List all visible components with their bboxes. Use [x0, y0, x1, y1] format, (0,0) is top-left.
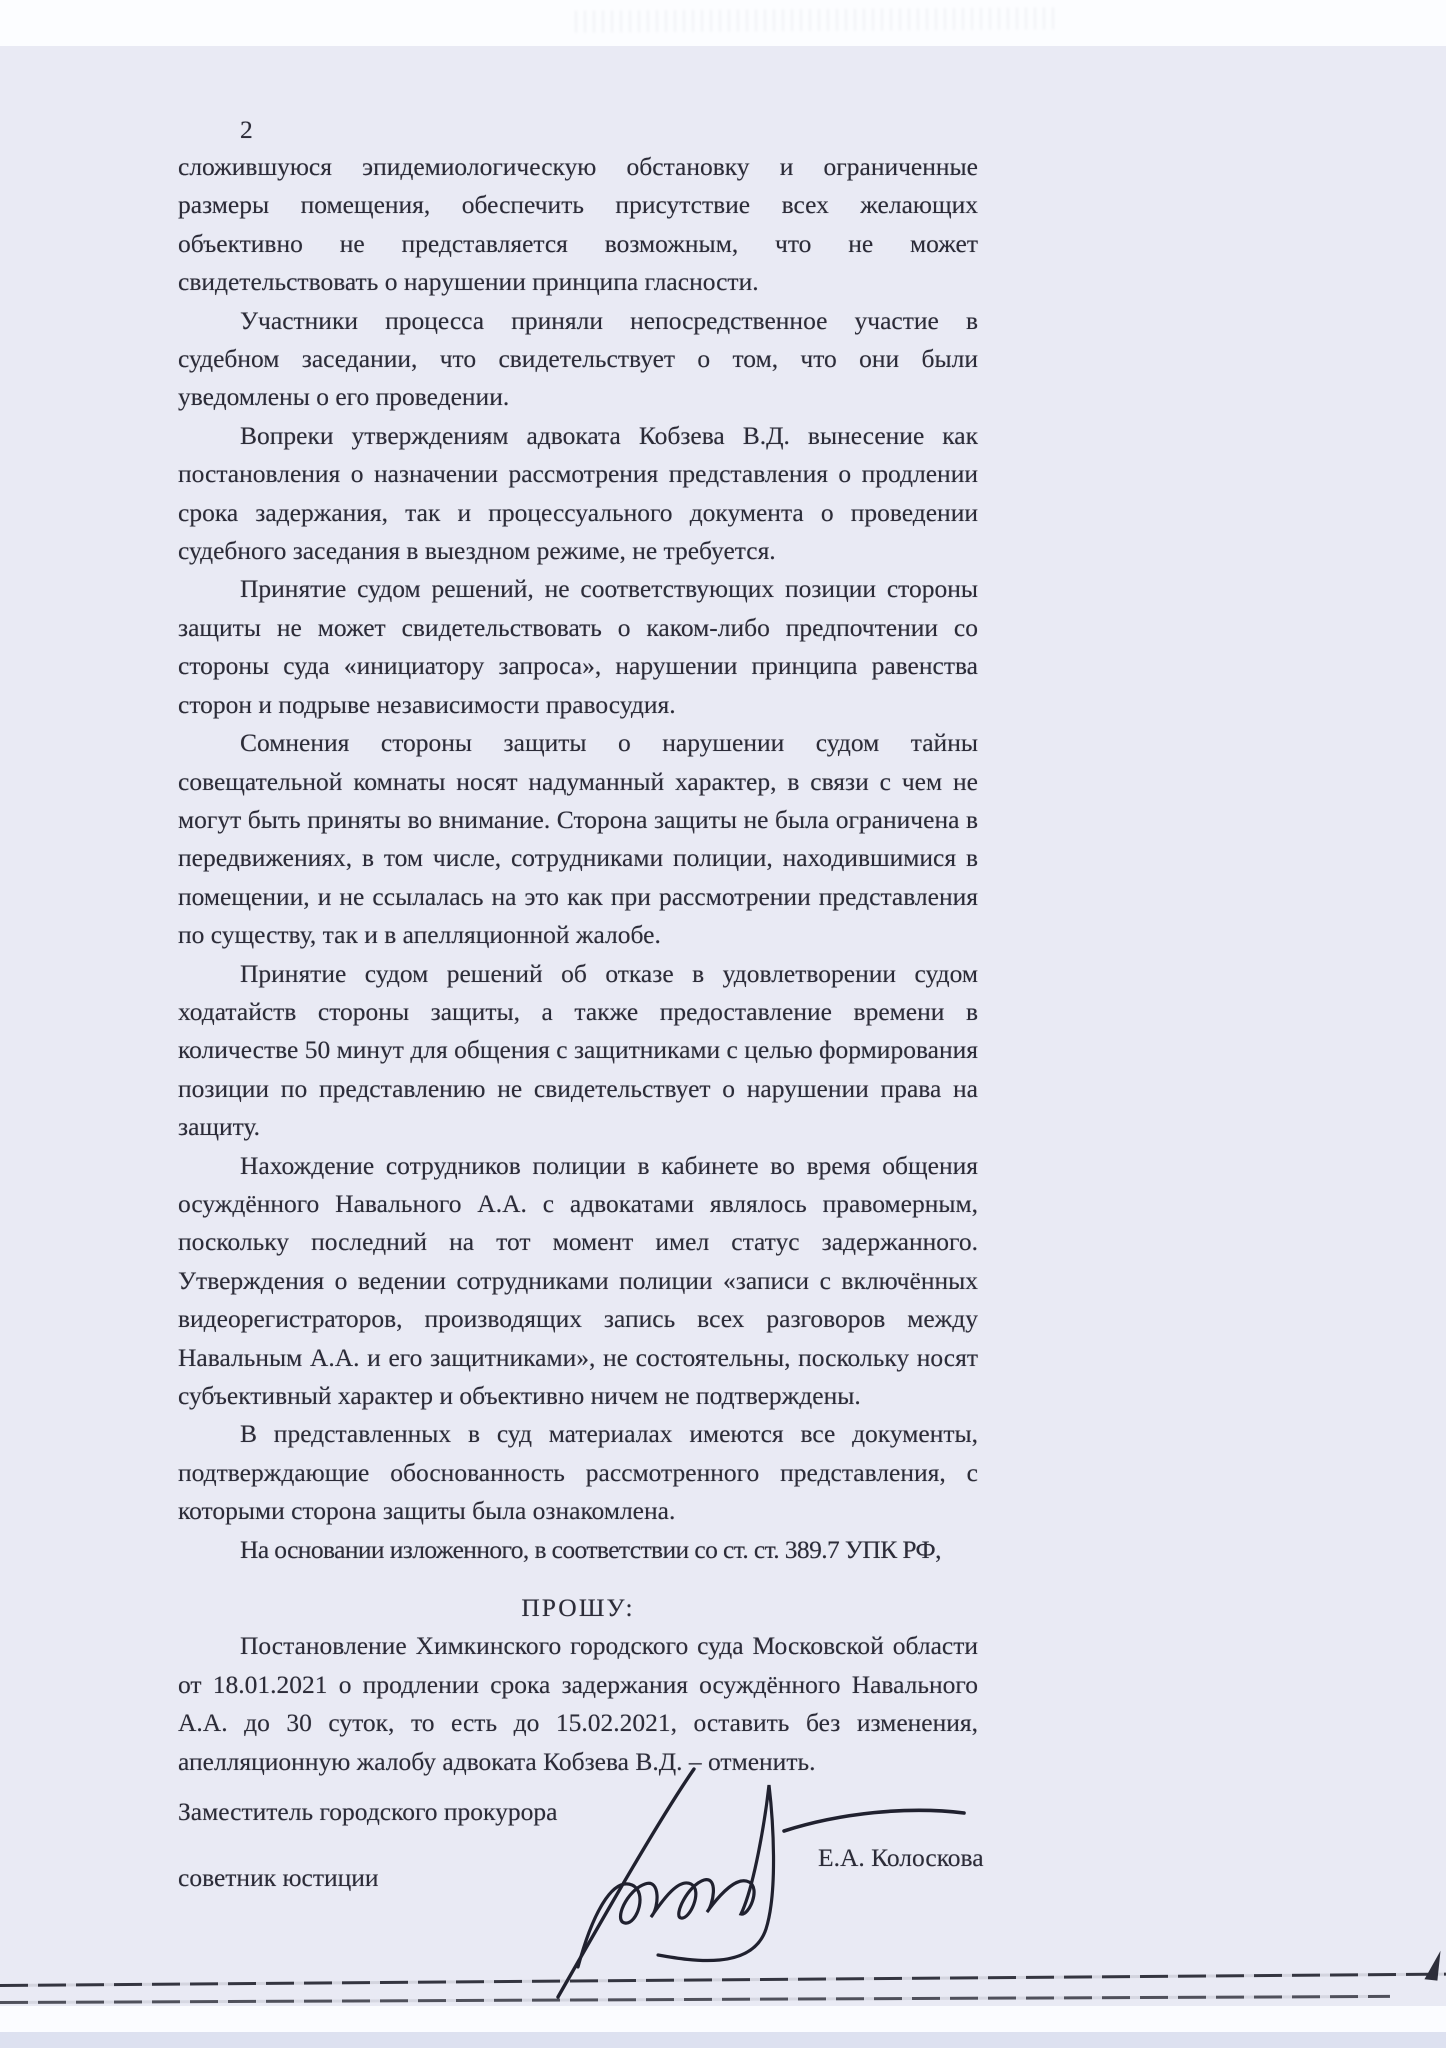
body-paragraph-4: Принятие судом решений, не соответствующих позиции стороны защиты не может свидетельствовать о каком-либо предпочтении со стороны суда «инициатору запроса», нарушении принципа равенства сторон и подрыве независимости правосудия. — [178, 574, 978, 719]
scan-top-smudge-artifact — [575, 7, 1055, 32]
body-paragraph-8: В представленных в суд материалах имеются все документы, подтверждающие обоснованность рассмотренного представления, с которыми сторона защиты была ознакомлена. — [178, 1419, 978, 1526]
signatory-position-line-1: Заместитель городского прокурора — [178, 1797, 558, 1827]
body-paragraph-1: сложившуюся эпидемиологическую обстановку и ограниченные размеры помещения, обеспечить присутствие всех желающих объективно не представляется возможным, что не может свидетельствовать о нарушении принципа гласности. — [178, 152, 978, 297]
signatory-position-line-2: советник юстиции — [178, 1863, 379, 1893]
request-heading: ПРОШУ: — [521, 1593, 635, 1623]
scan-corner-mark — [1424, 1949, 1440, 1980]
signatory-name: Е.А. Колоскова — [818, 1843, 984, 1873]
body-paragraph-6: Принятие судом решений об отказе в удовлетворении судом ходатайств стороны защиты, а также предоставление времени в количестве 50 минут для общения с защитниками с целью формирования позиции по представлению не свидетельствует о нарушении права на защиту. — [178, 958, 978, 1142]
scan-bottom-edge — [0, 2006, 1446, 2034]
body-paragraph-2: Участники процесса приняли непосредственное участие в судебном заседании, что свидетельствует о том, что они были уведомлены о его проведении. — [178, 305, 978, 412]
body-paragraph-9: На основании изложенного, в соответствии со ст. ст. 389.7 УПК РФ, — [240, 1534, 941, 1564]
document-body — [178, 112, 984, 2025]
signature-block — [178, 1793, 984, 2025]
body-paragraph-5: Сомнения стороны защиты о нарушении судом тайны совещательной комнаты носят надуманный характер, в связи с чем не могут быть приняты во внимание. Сторона защиты не была ограничена в передвижениях, в том числе, сотрудниками полиции, находившимися в помещении, и не ссылалась на это как при рассмотрении представления по существу, так и в апелляционной жалобе. — [178, 728, 978, 950]
body-paragraph-7: Нахождение сотрудников полиции в кабинете во время общения осуждённого Навального А.А. с адвокатами являлось правомерным, поскольку последний на тот момент имел статус задержанного. Утверждения о ведении сотрудниками полиции «записи с включённых видеорегистраторов, производящих запись всех разговоров между Навальным А.А. и его защитниками», не состоятельны, поскольку носят субъективный характер и объективно ничем не подтверждены. — [178, 1150, 978, 1410]
request-paragraph: Постановление Химкинского городского суда Московской области от 18.01.2021 о продлении срока задержания осуждённого Навального А.А. до 30 суток, то есть до 15.02.2021, оставить без изменения, апелляционную жалобу адвоката Кобзева В.Д. – отменить. — [178, 1631, 978, 1776]
body-paragraph-3: Вопреки утверждениям адвоката Кобзева В.Д. вынесение как постановления о назначении рассмотрения представления о продлении срока задержания, так и процессуального документа о проведении судебного заседания в выездном режиме, не требуется. — [178, 420, 978, 566]
handwritten-signature — [540, 1759, 970, 2011]
page-number: 2 — [240, 115, 253, 144]
scan-bottom-strip — [0, 2032, 1446, 2048]
